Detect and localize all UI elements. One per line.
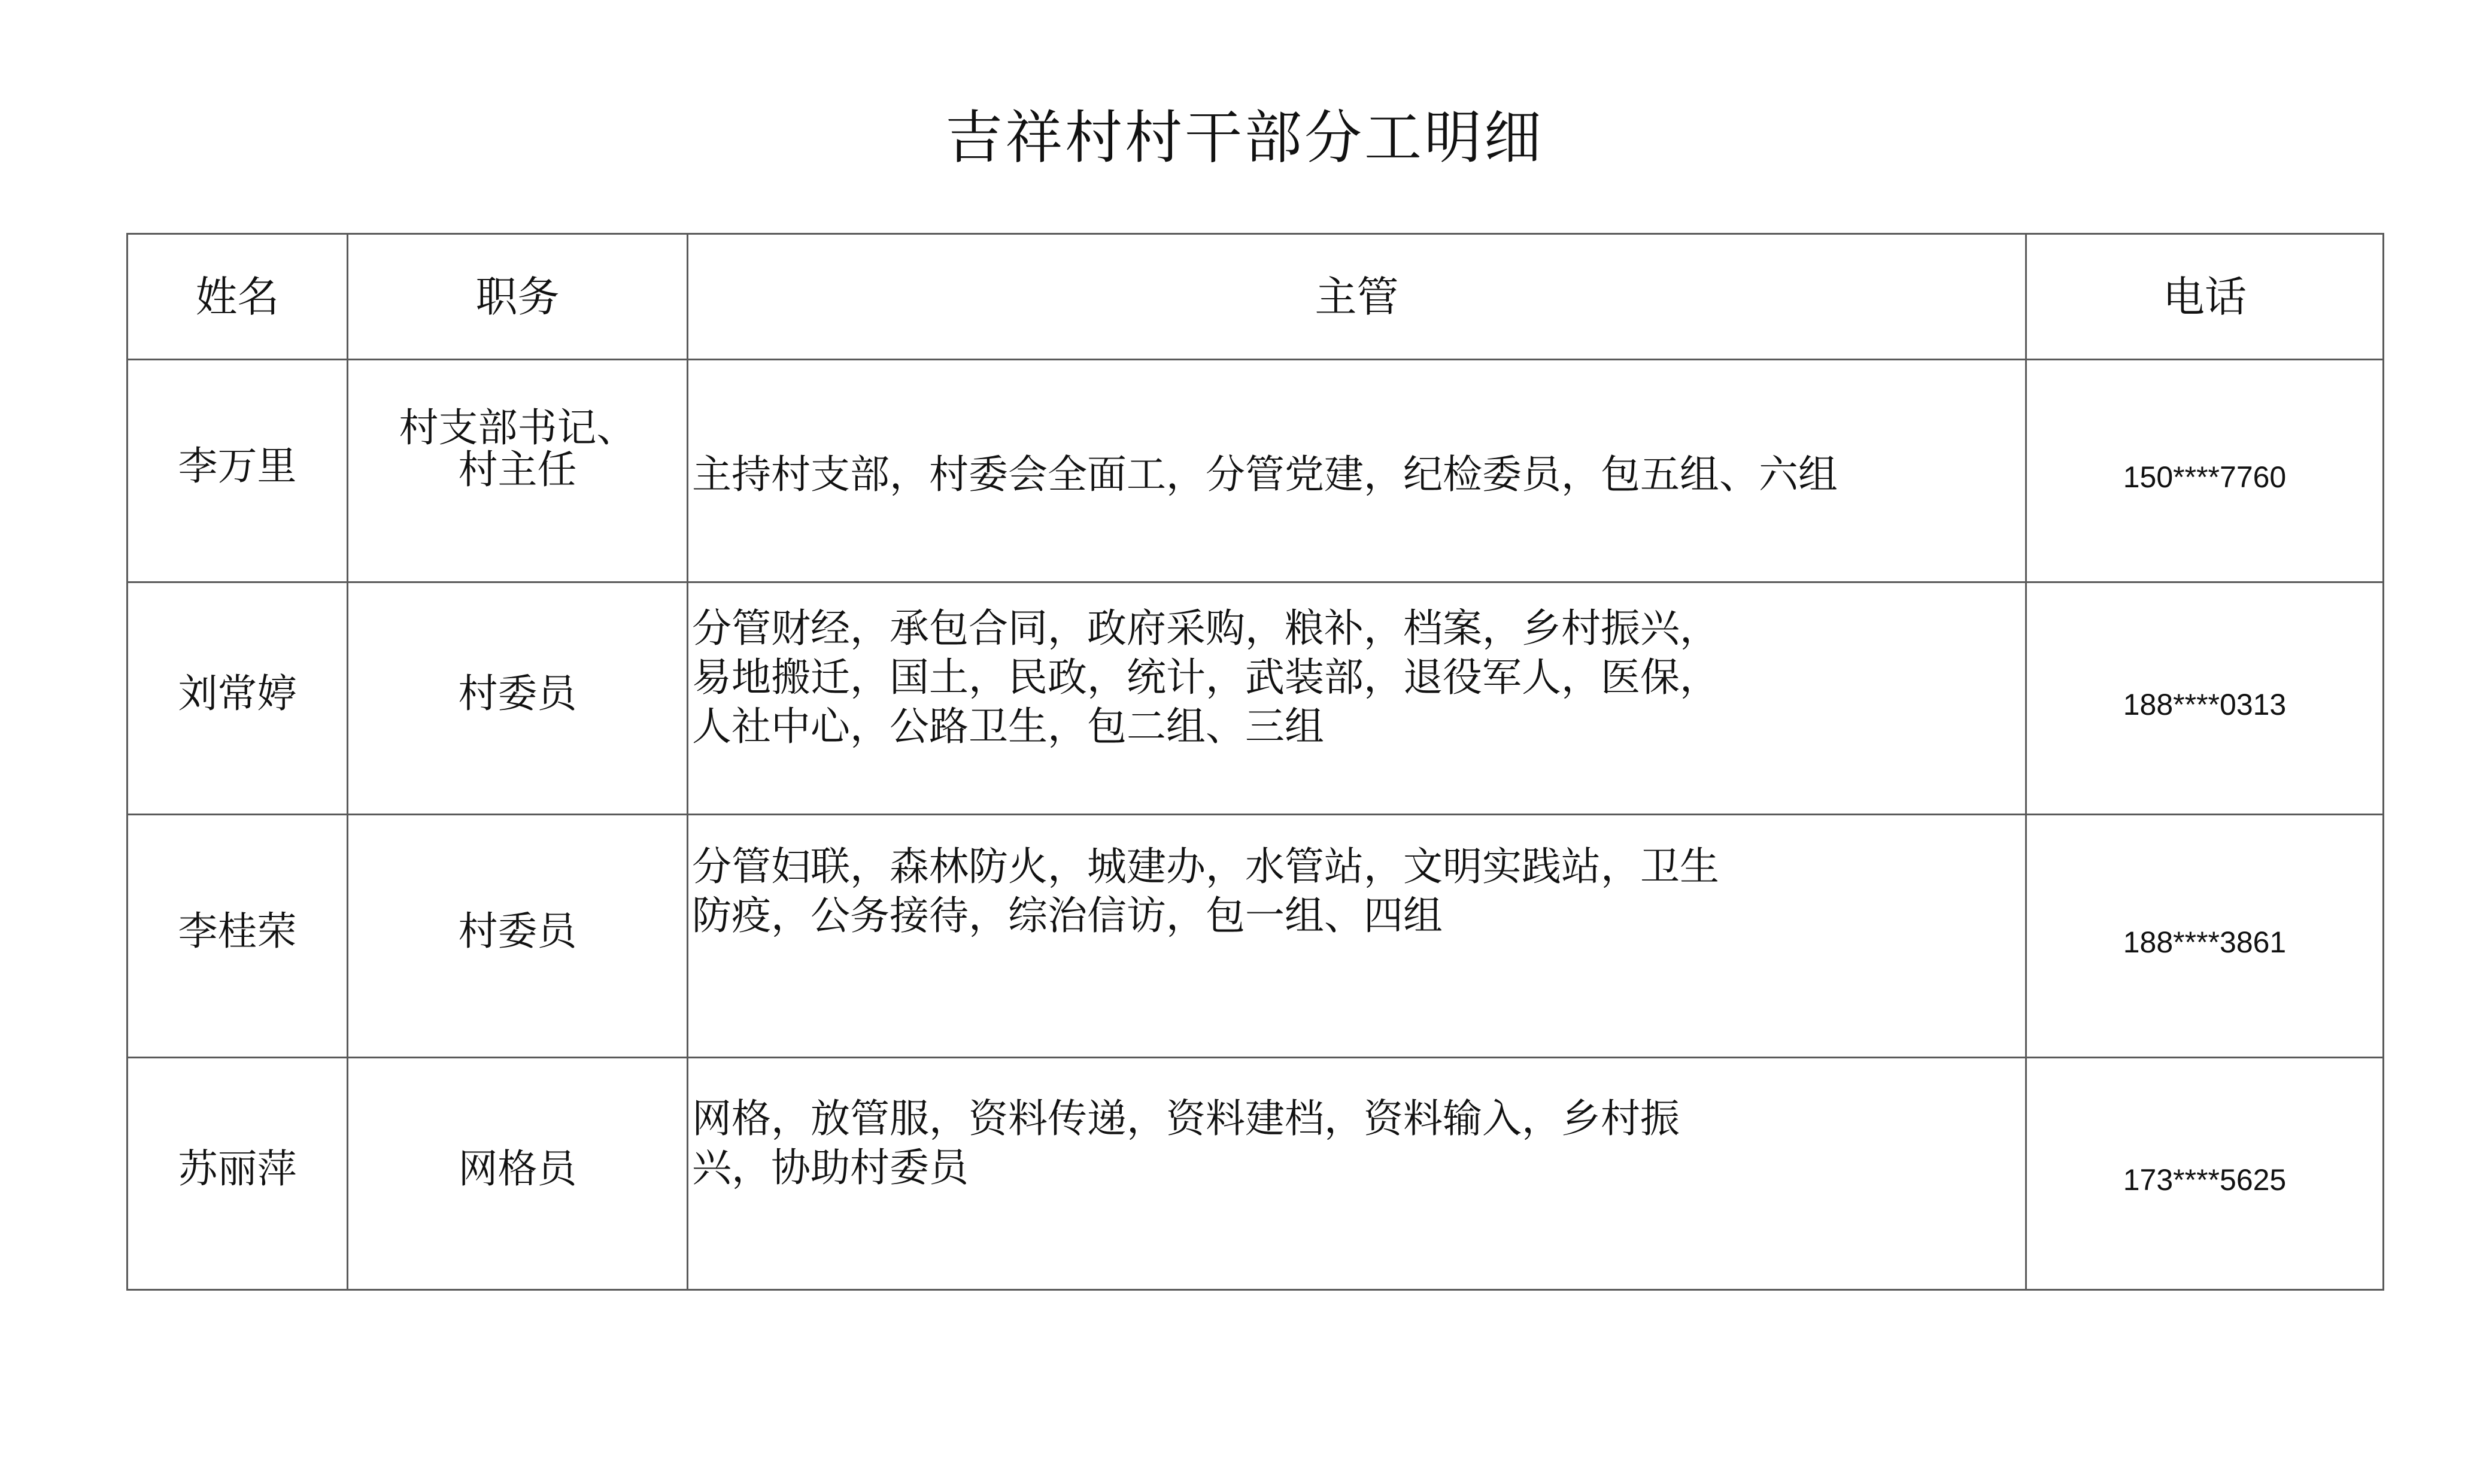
phone-cell (2026, 360, 2384, 582)
header-position: 职务 (348, 234, 688, 360)
phone-number: 173****5625 (2123, 1163, 2287, 1197)
position-text: 网格员 (458, 1145, 577, 1192)
table-row (128, 360, 2384, 582)
phone-cell (2026, 815, 2384, 1058)
phone-number: 188****0313 (2123, 687, 2287, 721)
duties-text: 主持村支部，村委会全面工，分管党建，纪检委员，包五组、六组 (692, 451, 1838, 497)
phone-number: 188****3861 (2123, 925, 2287, 959)
position-text: 村委员 (458, 908, 577, 954)
duties-text: 分管妇联，森林防火，城建办，水管站，文明实践站，卫生 防疫，公务接待，综治信访，包一组、四组 (692, 843, 1719, 939)
position-cell (348, 582, 688, 815)
duties-text: 网格，放管服，资料传递，资料建档，资料输入，乡村振 兴，协助村委员 (692, 1095, 1680, 1191)
phone-cell (2026, 582, 2384, 815)
name-cell (128, 815, 348, 1058)
table-row (128, 815, 2384, 1058)
header-name: 姓名 (128, 234, 348, 360)
person-name: 苏丽萍 (178, 1145, 297, 1192)
position-text: 村支部书记、 村主任 (399, 404, 636, 493)
duties-cell (688, 815, 2026, 1058)
person-name: 李桂荣 (178, 908, 297, 954)
header-phone: 电话 (2026, 234, 2384, 360)
duties-cell (688, 360, 2026, 582)
cadre-duty-table (126, 233, 2384, 1291)
phone-cell (2026, 1058, 2384, 1290)
position-cell (348, 815, 688, 1058)
position-cell (348, 1058, 688, 1290)
position-text: 村委员 (458, 670, 577, 717)
name-cell (128, 582, 348, 815)
person-name: 刘常婷 (178, 670, 297, 717)
page-title: 吉祥村村干部分工明细 (945, 104, 1544, 171)
phone-number: 150****7760 (2123, 460, 2287, 494)
person-name: 李万里 (178, 442, 297, 489)
table-row (128, 582, 2384, 815)
name-cell (128, 1058, 348, 1290)
duties-text: 分管财经，承包合同，政府采购，粮补，档案，乡村振兴， 易地搬迁，国土，民政，统计，武装部，退役军人，医保， 人社中心，公路卫生，包二组、三组 (692, 605, 1719, 749)
duties-cell (688, 1058, 2026, 1290)
name-cell (128, 360, 348, 582)
position-cell (348, 360, 688, 582)
table-row (128, 1058, 2384, 1290)
duties-cell (688, 582, 2026, 815)
table-header-row (128, 234, 2384, 360)
header-duties: 主管 (688, 234, 2026, 360)
